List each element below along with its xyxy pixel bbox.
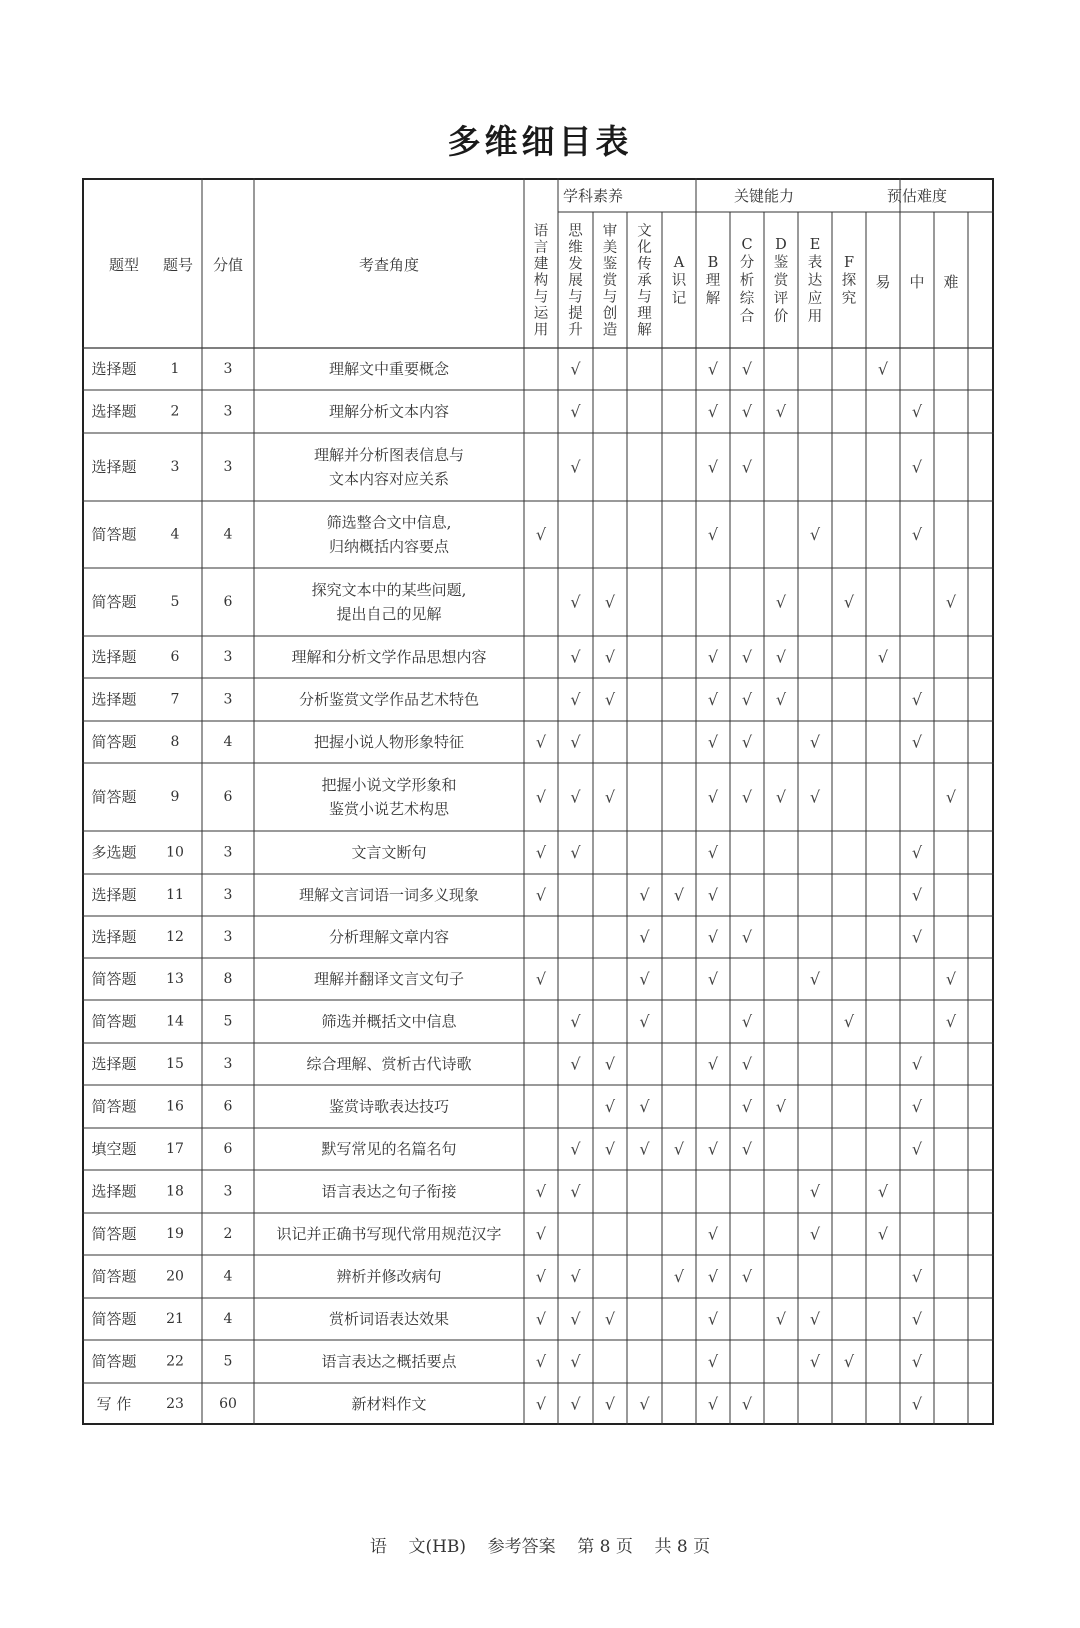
check-mark: √ bbox=[775, 690, 787, 709]
row-angle: 综合理解、赏析古代诗歌 bbox=[306, 1055, 472, 1073]
row-score: 5 bbox=[223, 1013, 233, 1030]
check-mark: √ bbox=[911, 402, 923, 421]
check-mark: √ bbox=[535, 969, 547, 989]
check-mark: √ bbox=[741, 1054, 753, 1074]
check-mark: √ bbox=[535, 525, 547, 544]
row-type: 简答题 bbox=[91, 525, 137, 544]
check-mark: √ bbox=[741, 927, 753, 947]
row-angle: 提出自己的见解 bbox=[336, 605, 442, 623]
row-type: 简答题 bbox=[91, 1012, 137, 1031]
col-subheader: F 探究 bbox=[841, 255, 857, 307]
row-type: 选择题 bbox=[91, 690, 137, 709]
check-mark: √ bbox=[604, 690, 616, 709]
row-score: 4 bbox=[223, 526, 233, 543]
check-mark: √ bbox=[639, 1097, 650, 1116]
row-number: 10 bbox=[166, 844, 184, 861]
check-mark: √ bbox=[741, 1139, 753, 1159]
row-type: 简答题 bbox=[91, 1352, 137, 1371]
check-mark: √ bbox=[604, 1097, 616, 1116]
row-number: 12 bbox=[166, 929, 184, 945]
check-mark: √ bbox=[775, 787, 787, 807]
row-angle: 鉴赏小说艺术构思 bbox=[328, 800, 450, 818]
check-mark: √ bbox=[911, 1394, 923, 1414]
check-mark: √ bbox=[707, 1394, 719, 1414]
check-mark: √ bbox=[639, 1394, 650, 1414]
row-number: 3 bbox=[170, 459, 180, 475]
row-type: 选择题 bbox=[91, 928, 137, 946]
check-mark: √ bbox=[570, 1267, 581, 1286]
row-score: 4 bbox=[223, 1268, 233, 1285]
row-angle: 文本内容对应关系 bbox=[328, 470, 450, 488]
row-angle: 分析理解文章内容 bbox=[328, 928, 450, 946]
row-number: 4 bbox=[170, 526, 180, 543]
col-subheader: 语言建构与运用 bbox=[533, 223, 549, 339]
row-score: 3 bbox=[223, 403, 233, 420]
row-type: 简答题 bbox=[91, 733, 137, 751]
row-angle: 理解并分析图表信息与 bbox=[313, 446, 465, 464]
col-subheader: E 表达应用 bbox=[807, 237, 823, 325]
col-group-header: 预估难度 bbox=[886, 187, 948, 205]
row-type: 填空题 bbox=[91, 1140, 137, 1158]
check-mark: √ bbox=[911, 1352, 923, 1371]
check-mark: √ bbox=[843, 592, 855, 612]
check-mark: √ bbox=[570, 359, 581, 379]
row-angle: 文言文断句 bbox=[351, 843, 427, 862]
check-mark: √ bbox=[911, 927, 923, 947]
check-mark: √ bbox=[535, 1267, 547, 1286]
row-number: 13 bbox=[166, 971, 184, 987]
row-angle: 把握小说文学形象和 bbox=[321, 776, 457, 794]
col-header-angle: 考查角度 bbox=[358, 256, 420, 274]
check-mark: √ bbox=[604, 1394, 616, 1414]
row-score: 4 bbox=[223, 1311, 233, 1327]
check-mark: √ bbox=[639, 927, 650, 947]
check-mark: √ bbox=[911, 1139, 923, 1159]
check-mark: √ bbox=[911, 690, 923, 709]
check-mark: √ bbox=[741, 1097, 753, 1116]
check-mark: √ bbox=[604, 592, 616, 612]
detail-table bbox=[82, 178, 994, 1473]
check-mark: √ bbox=[707, 359, 719, 379]
check-mark: √ bbox=[945, 1012, 957, 1031]
row-score: 3 bbox=[223, 1183, 233, 1200]
row-number: 21 bbox=[166, 1311, 184, 1327]
check-mark: √ bbox=[570, 1394, 581, 1414]
row-angle: 赏析词语表达效果 bbox=[328, 1310, 450, 1328]
row-type: 写 作 bbox=[96, 1395, 132, 1413]
row-angle: 理解文中重要概念 bbox=[328, 360, 450, 378]
check-mark: √ bbox=[604, 787, 616, 807]
check-mark: √ bbox=[570, 787, 581, 807]
row-score: 5 bbox=[223, 1353, 233, 1370]
check-mark: √ bbox=[843, 1352, 855, 1371]
check-mark: √ bbox=[877, 1224, 889, 1244]
check-mark: √ bbox=[707, 1224, 719, 1244]
check-mark: √ bbox=[843, 1012, 855, 1031]
check-mark: √ bbox=[775, 592, 787, 612]
check-mark: √ bbox=[911, 1309, 923, 1329]
check-mark: √ bbox=[570, 690, 581, 709]
check-mark: √ bbox=[570, 1182, 581, 1201]
row-angle: 语言表达之句子衔接 bbox=[321, 1182, 457, 1201]
check-mark: √ bbox=[741, 732, 753, 752]
check-mark: √ bbox=[639, 1012, 650, 1031]
col-subheader: A 识记 bbox=[671, 255, 687, 307]
check-mark: √ bbox=[535, 1224, 547, 1244]
col-subheader: 中 bbox=[909, 273, 925, 291]
row-type: 简答题 bbox=[91, 1225, 137, 1243]
check-mark: √ bbox=[707, 885, 719, 905]
check-mark: √ bbox=[775, 647, 787, 667]
check-mark: √ bbox=[707, 402, 719, 421]
check-mark: √ bbox=[911, 885, 923, 905]
check-mark: √ bbox=[639, 885, 650, 905]
row-type: 选择题 bbox=[91, 1055, 137, 1073]
check-mark: √ bbox=[707, 1309, 719, 1329]
check-mark: √ bbox=[809, 969, 821, 989]
col-group-header: 学科素养 bbox=[562, 187, 624, 205]
check-mark: √ bbox=[707, 647, 719, 667]
check-mark: √ bbox=[741, 647, 753, 667]
row-number: 14 bbox=[166, 1013, 184, 1030]
check-mark: √ bbox=[707, 787, 719, 807]
row-number: 17 bbox=[166, 1141, 184, 1157]
row-score: 3 bbox=[223, 361, 233, 377]
check-mark: √ bbox=[535, 1309, 547, 1329]
check-mark: √ bbox=[535, 843, 547, 862]
row-type: 简答题 bbox=[91, 788, 137, 806]
check-mark: √ bbox=[570, 1139, 581, 1159]
row-type: 多选题 bbox=[91, 843, 137, 862]
check-mark: √ bbox=[707, 843, 719, 862]
check-mark: √ bbox=[911, 1054, 923, 1074]
check-mark: √ bbox=[707, 1139, 719, 1159]
check-mark: √ bbox=[707, 732, 719, 752]
row-number: 5 bbox=[170, 594, 180, 610]
col-header-number: 题号 bbox=[162, 256, 194, 274]
check-mark: √ bbox=[809, 1182, 821, 1201]
row-number: 20 bbox=[166, 1268, 184, 1285]
check-mark: √ bbox=[741, 359, 753, 379]
check-mark: √ bbox=[570, 1309, 581, 1329]
check-mark: √ bbox=[775, 1097, 787, 1116]
check-mark: √ bbox=[570, 402, 581, 421]
row-score: 3 bbox=[223, 887, 233, 903]
page-footer: 语 文(HB) 参考答案 第 8 页 共 8 页 bbox=[369, 1537, 711, 1557]
check-mark: √ bbox=[877, 647, 889, 667]
check-mark: √ bbox=[570, 457, 581, 477]
check-mark: √ bbox=[741, 1394, 753, 1414]
check-mark: √ bbox=[707, 927, 719, 947]
row-number: 19 bbox=[166, 1226, 184, 1242]
col-subheader: 易 bbox=[875, 273, 891, 291]
check-mark: √ bbox=[604, 1054, 616, 1074]
check-mark: √ bbox=[707, 457, 719, 477]
row-score: 3 bbox=[223, 844, 233, 861]
row-type: 简答题 bbox=[91, 1267, 137, 1286]
row-angle: 识记并正确书写现代常用规范汉字 bbox=[276, 1225, 502, 1243]
check-mark: √ bbox=[809, 1352, 821, 1371]
col-subheader: 文化传承与理解 bbox=[637, 223, 652, 339]
check-mark: √ bbox=[707, 690, 719, 709]
col-subheader: 审美鉴赏与创造 bbox=[602, 223, 618, 339]
row-number: 15 bbox=[166, 1056, 184, 1072]
row-angle: 把握小说人物形象特征 bbox=[313, 733, 465, 751]
check-mark: √ bbox=[604, 1139, 616, 1159]
row-angle: 新材料作文 bbox=[351, 1395, 427, 1413]
check-mark: √ bbox=[707, 1054, 719, 1074]
row-score: 3 bbox=[223, 691, 233, 708]
check-mark: √ bbox=[707, 525, 719, 544]
page-title: 多维细目表 bbox=[447, 122, 633, 161]
row-type: 简答题 bbox=[91, 1310, 137, 1328]
col-subheader: D 鉴赏评价 bbox=[773, 237, 789, 325]
check-mark: √ bbox=[775, 402, 787, 421]
check-mark: √ bbox=[535, 1352, 547, 1371]
check-mark: √ bbox=[741, 690, 753, 709]
check-mark: √ bbox=[535, 885, 547, 905]
row-angle: 理解并翻译文言文句子 bbox=[313, 970, 465, 988]
row-number: 2 bbox=[170, 403, 180, 420]
check-mark: √ bbox=[911, 843, 923, 862]
col-subheader: C 分析综合 bbox=[739, 237, 755, 325]
check-mark: √ bbox=[877, 359, 889, 379]
row-score: 3 bbox=[223, 1056, 233, 1072]
row-score: 6 bbox=[223, 1141, 233, 1157]
check-mark: √ bbox=[639, 969, 650, 989]
row-type: 简答题 bbox=[91, 1097, 137, 1116]
row-number: 18 bbox=[166, 1183, 184, 1200]
row-number: 16 bbox=[166, 1098, 184, 1115]
check-mark: √ bbox=[809, 1309, 821, 1329]
row-score: 6 bbox=[223, 1098, 233, 1115]
row-score: 4 bbox=[223, 734, 233, 750]
row-angle: 鉴赏诗歌表达技巧 bbox=[328, 1097, 450, 1116]
row-type: 选择题 bbox=[91, 648, 137, 666]
check-mark: √ bbox=[535, 1182, 547, 1201]
check-mark: √ bbox=[741, 1267, 753, 1286]
row-score: 60 bbox=[219, 1396, 237, 1412]
check-mark: √ bbox=[707, 969, 719, 989]
row-number: 9 bbox=[170, 789, 180, 805]
row-score: 3 bbox=[223, 929, 233, 945]
row-angle: 筛选整合文中信息, bbox=[326, 513, 452, 532]
check-mark: √ bbox=[809, 787, 821, 807]
check-mark: √ bbox=[535, 732, 547, 752]
row-score: 3 bbox=[223, 649, 233, 665]
row-type: 选择题 bbox=[91, 360, 137, 378]
check-mark: √ bbox=[945, 969, 957, 989]
row-type: 选择题 bbox=[91, 458, 137, 476]
check-mark: √ bbox=[639, 1139, 650, 1159]
check-mark: √ bbox=[604, 1309, 616, 1329]
row-type: 选择题 bbox=[91, 886, 137, 904]
check-mark: √ bbox=[911, 525, 923, 544]
row-score: 6 bbox=[223, 594, 233, 610]
check-mark: √ bbox=[535, 1394, 547, 1414]
row-type: 选择题 bbox=[91, 402, 137, 421]
row-number: 22 bbox=[166, 1353, 184, 1370]
check-mark: √ bbox=[673, 1267, 685, 1286]
row-angle: 探究文本中的某些问题, bbox=[311, 581, 467, 599]
check-mark: √ bbox=[945, 787, 957, 807]
row-angle: 默写常见的名篇名句 bbox=[321, 1140, 457, 1158]
row-score: 8 bbox=[223, 971, 233, 987]
check-mark: √ bbox=[809, 1224, 821, 1244]
check-mark: √ bbox=[741, 787, 753, 807]
col-group-header: 关键能力 bbox=[733, 187, 795, 205]
check-mark: √ bbox=[570, 1012, 581, 1031]
check-mark: √ bbox=[741, 457, 753, 477]
row-angle: 归纳概括内容要点 bbox=[328, 537, 450, 556]
col-subheader: 难 bbox=[943, 273, 959, 291]
row-number: 6 bbox=[170, 649, 180, 665]
col-subheader: 思维发展与提升 bbox=[568, 223, 583, 339]
check-mark: √ bbox=[911, 1267, 923, 1286]
check-mark: √ bbox=[911, 457, 923, 477]
row-angle: 理解文言词语一词多义现象 bbox=[298, 886, 480, 904]
check-mark: √ bbox=[570, 843, 581, 862]
check-mark: √ bbox=[570, 592, 581, 612]
row-angle: 理解和分析文学作品思想内容 bbox=[291, 648, 487, 666]
row-number: 11 bbox=[166, 887, 184, 903]
check-mark: √ bbox=[809, 525, 821, 544]
row-score: 2 bbox=[223, 1226, 233, 1242]
row-number: 23 bbox=[166, 1396, 184, 1412]
check-mark: √ bbox=[945, 592, 957, 612]
check-mark: √ bbox=[673, 1139, 685, 1159]
check-mark: √ bbox=[741, 1012, 753, 1031]
row-angle: 语言表达之概括要点 bbox=[321, 1352, 457, 1371]
row-score: 6 bbox=[223, 789, 233, 805]
check-mark: √ bbox=[604, 647, 616, 667]
row-number: 8 bbox=[170, 734, 180, 750]
row-type: 简答题 bbox=[91, 593, 137, 611]
row-number: 7 bbox=[170, 691, 180, 708]
row-number: 1 bbox=[170, 361, 180, 377]
row-angle: 分析鉴赏文学作品艺术特色 bbox=[298, 690, 480, 709]
row-type: 简答题 bbox=[91, 970, 137, 988]
row-type: 选择题 bbox=[91, 1182, 137, 1201]
row-score: 3 bbox=[223, 459, 233, 475]
check-mark: √ bbox=[707, 1352, 719, 1371]
row-angle: 辨析并修改病句 bbox=[336, 1267, 442, 1286]
check-mark: √ bbox=[570, 1054, 581, 1074]
check-mark: √ bbox=[673, 885, 685, 905]
check-mark: √ bbox=[707, 1267, 719, 1286]
check-mark: √ bbox=[775, 1309, 787, 1329]
check-mark: √ bbox=[570, 1352, 581, 1371]
check-mark: √ bbox=[911, 732, 923, 752]
col-header-type: 题型 bbox=[108, 256, 140, 274]
check-mark: √ bbox=[911, 1097, 923, 1116]
check-mark: √ bbox=[741, 402, 753, 421]
row-angle: 筛选并概括文中信息 bbox=[321, 1012, 457, 1031]
check-mark: √ bbox=[877, 1182, 889, 1201]
col-header-score: 分值 bbox=[212, 256, 244, 274]
check-mark: √ bbox=[535, 787, 547, 807]
check-mark: √ bbox=[809, 732, 821, 752]
check-mark: √ bbox=[570, 647, 581, 667]
row-angle: 理解分析文本内容 bbox=[328, 402, 450, 421]
check-mark: √ bbox=[570, 732, 581, 752]
col-subheader: B 理解 bbox=[705, 255, 721, 307]
